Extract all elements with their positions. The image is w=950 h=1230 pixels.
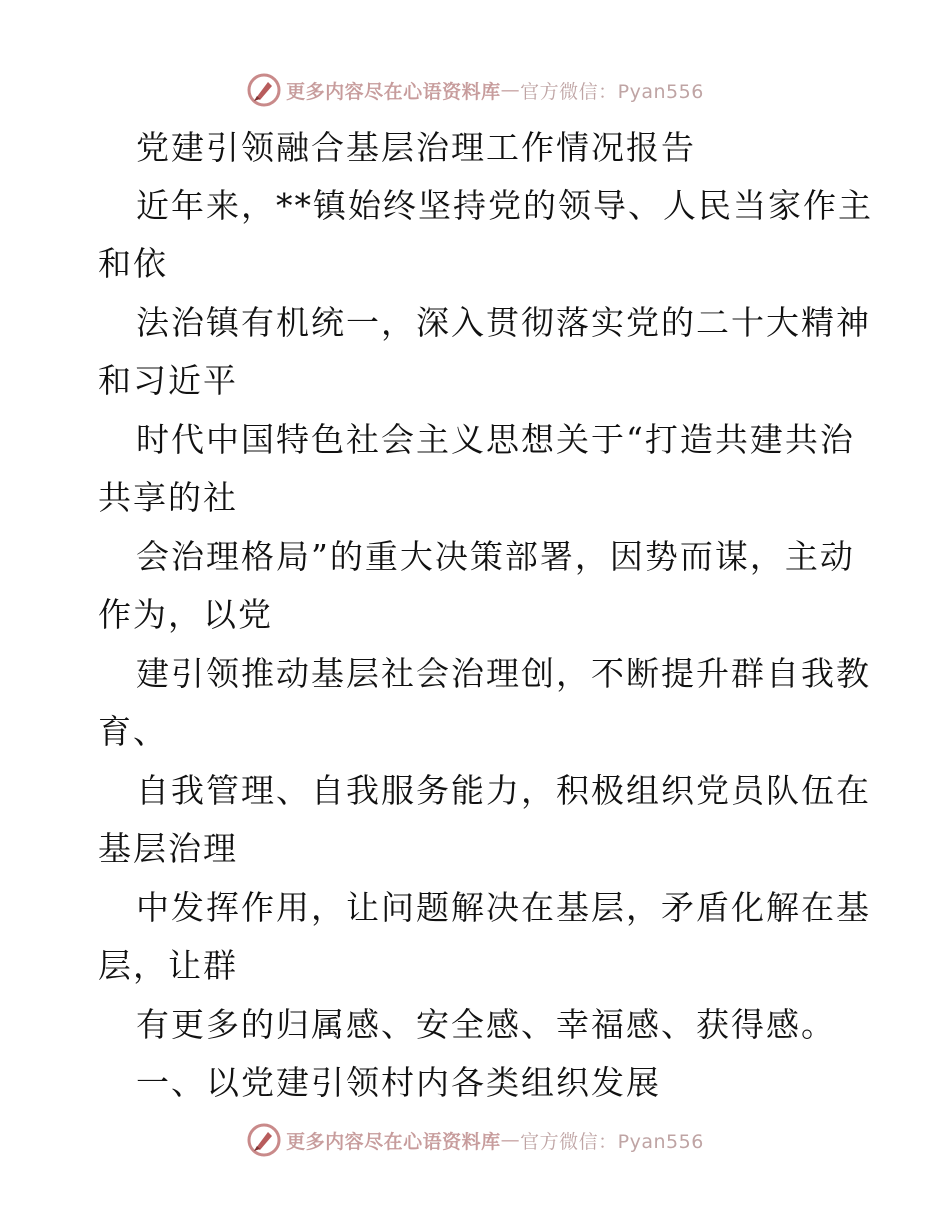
paragraph-line: 法治镇有机统一，深入贯彻落实党的二十大精神 bbox=[136, 303, 871, 342]
paragraph-line: 近年来，**镇始终坚持党的领导、人民当家作主 bbox=[136, 186, 873, 225]
paragraph-line: 基层治理 bbox=[98, 829, 238, 868]
paragraph-line: 和依 bbox=[98, 244, 168, 283]
paragraph-line: 建引领推动基层社会治理创，不断提升群自我教 bbox=[136, 654, 871, 693]
paragraph-line: 作为，以党 bbox=[98, 595, 273, 634]
watermark-main-text: 更多内容尽在心语资料库 bbox=[286, 1130, 501, 1153]
section-heading: 一、以党建引领村内各类组织发展 bbox=[136, 1063, 661, 1102]
watermark-dash: — bbox=[500, 1129, 521, 1151]
paragraph-line: 育、 bbox=[98, 712, 168, 751]
document-title: 党建引领融合基层治理工作情况报告 bbox=[136, 128, 696, 167]
watermark-wechat-text: 官方微信：Pyan556 bbox=[520, 1130, 704, 1153]
paragraph-line: 层，让群 bbox=[98, 946, 238, 985]
paragraph-line: 有更多的归属感、安全感、幸福感、获得感。 bbox=[136, 1005, 836, 1044]
watermark-main-text: 更多内容尽在心语资料库 bbox=[286, 80, 501, 103]
paragraph-line: 和习近平 bbox=[98, 361, 238, 400]
watermark-footer bbox=[0, 1120, 950, 1160]
paragraph-line: 中发挥作用，让问题解决在基层，矛盾化解在基 bbox=[136, 888, 871, 927]
watermark-dash: — bbox=[500, 79, 521, 101]
paragraph-line: 共享的社 bbox=[98, 478, 238, 517]
pen-logo-icon bbox=[246, 1122, 282, 1158]
watermark-wechat-text: 官方微信：Pyan556 bbox=[520, 80, 704, 103]
paragraph-line: 自我管理、自我服务能力，积极组织党员队伍在 bbox=[136, 771, 871, 810]
paragraph-line: 时代中国特色社会主义思想关于“打造共建共治 bbox=[136, 420, 855, 459]
paragraph-line: 会治理格局”的重大决策部署，因势而谋，主动 bbox=[136, 537, 855, 576]
